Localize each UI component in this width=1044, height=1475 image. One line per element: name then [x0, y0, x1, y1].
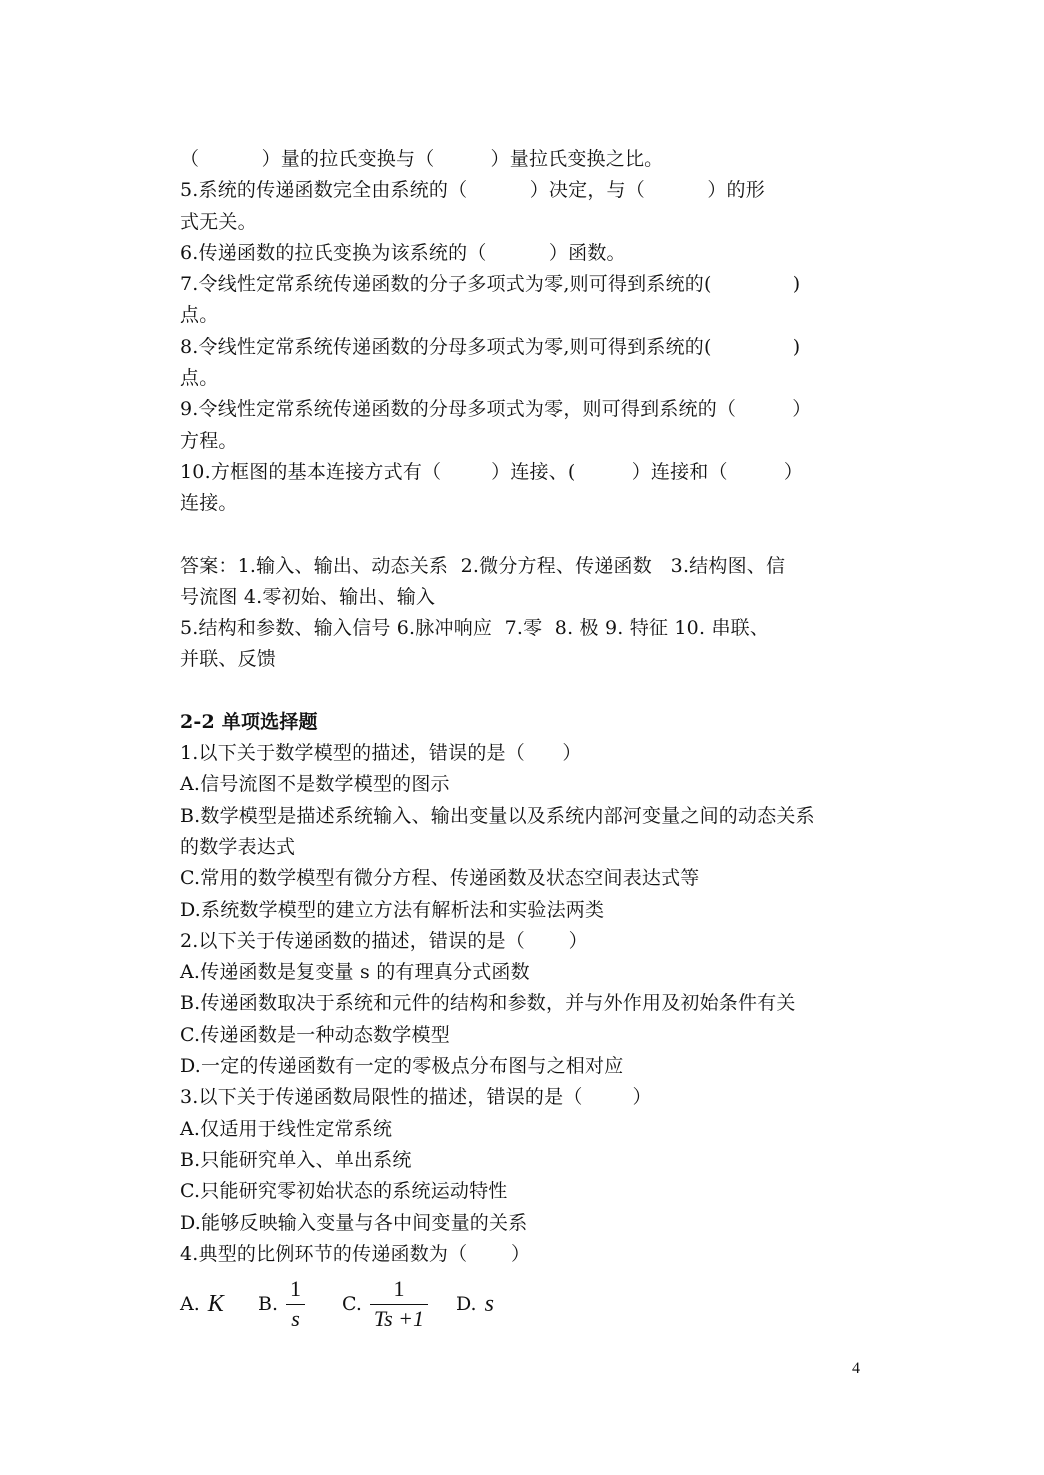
- answer-line: 号流图 4.零初始、输出、输入: [180, 585, 436, 608]
- answer-line: 5.结构和参数、输入信号 6.脉冲响应 7.零 8. 极 9. 特征 10. 串联、: [180, 617, 770, 640]
- option-d-label: D.: [456, 1293, 477, 1316]
- text-line: 7.令线性定常系统传递函数的分子多项式为零,则可得到系统的( ): [180, 273, 801, 296]
- question-line: C.只能研究零初始状态的系统运动特性: [180, 1180, 508, 1203]
- fraction-denominator: Ts +1: [373, 1305, 425, 1331]
- question-line: D.能够反映输入变量与各中间变量的关系: [180, 1211, 528, 1234]
- option-b-label: B.: [258, 1293, 279, 1316]
- paragraph-gap: [180, 676, 870, 707]
- option-b-fraction: [286, 1276, 305, 1332]
- question-line: B.传递函数取决于系统和元件的结构和参数，并与外作用及初始条件有关: [180, 992, 796, 1015]
- option-a: [180, 1272, 224, 1336]
- option-d: [456, 1272, 494, 1336]
- fraction-numerator: 1: [393, 1276, 405, 1302]
- text-line: 点。: [180, 304, 219, 327]
- paragraph-gap: [180, 520, 870, 551]
- question-line: 2.以下关于传递函数的描述，错误的是（ ）: [180, 929, 588, 952]
- question-line: D.一定的传递函数有一定的零极点分布图与之相对应: [180, 1055, 624, 1078]
- question-line: A.传递函数是复变量 s 的有理真分式函数: [180, 961, 530, 984]
- question-line: C.常用的数学模型有微分方程、传递函数及状态空间表达式等: [180, 867, 700, 890]
- option-c-label: C.: [342, 1293, 362, 1316]
- text-line: 方程。: [180, 429, 238, 452]
- question-line: 4.典型的比例环节的传递函数为（ ）: [180, 1242, 531, 1265]
- option-d-expr: s: [484, 1290, 494, 1317]
- answer-line: 答案：1.输入、输出、动态关系 2.微分方程、传递函数 3.结构图、信: [180, 554, 786, 577]
- option-b: [258, 1272, 305, 1336]
- question-line: A.仅适用于线性定常系统: [180, 1117, 393, 1140]
- text-line: 5.系统的传递函数完全由系统的（ ）决定，与（ ）的形: [180, 179, 765, 202]
- text-line: 点。: [180, 367, 219, 390]
- text-line: 8.令线性定常系统传递函数的分母多项式为零,则可得到系统的( ): [180, 335, 801, 358]
- fraction-numerator: 1: [290, 1276, 302, 1302]
- question-line: 的数学表达式: [180, 835, 296, 858]
- question-line: B.只能研究单入、单出系统: [180, 1148, 412, 1171]
- page-content: [180, 144, 870, 1336]
- option-a-expr: K: [207, 1290, 224, 1317]
- text-line: 式无关。: [180, 210, 257, 233]
- text-line: （ ）量的拉氏变换与（ ）量拉氏变换之比。: [180, 148, 664, 170]
- question-line: A.信号流图不是数学模型的图示: [180, 773, 450, 796]
- text-line: 9.令线性定常系统传递函数的分母多项式为零，则可得到系统的（ ）: [180, 398, 812, 421]
- answer-line: 并联、反馈: [180, 648, 277, 671]
- text-line: 6.传递函数的拉氏变换为该系统的（ ）函数。: [180, 241, 626, 264]
- option-c-fraction: [370, 1276, 428, 1332]
- q4-options-row: [180, 1272, 870, 1336]
- fraction-denominator: s: [291, 1305, 300, 1331]
- question-line: D.系统数学模型的建立方法有解析法和实验法两类: [180, 898, 605, 921]
- question-line: 1.以下关于数学模型的描述，错误的是（ ）: [180, 742, 582, 765]
- question-line: C.传递函数是一种动态数学模型: [180, 1023, 450, 1046]
- option-a-label: A.: [180, 1293, 200, 1316]
- question-line: B.数学模型是描述系统输入、输出变量以及系统内部河变量之间的动态关系: [180, 804, 815, 827]
- text-line: 10.方框图的基本连接方式有（ ）连接、( ）连接和（ ）: [180, 460, 804, 483]
- question-line: 3.以下关于传递函数局限性的描述，错误的是（ ）: [180, 1086, 652, 1109]
- page-number: 4: [852, 1360, 860, 1377]
- option-c: [342, 1272, 428, 1336]
- section-heading: 2-2 单项选择题: [180, 710, 318, 733]
- text-line: 连接。: [180, 492, 238, 515]
